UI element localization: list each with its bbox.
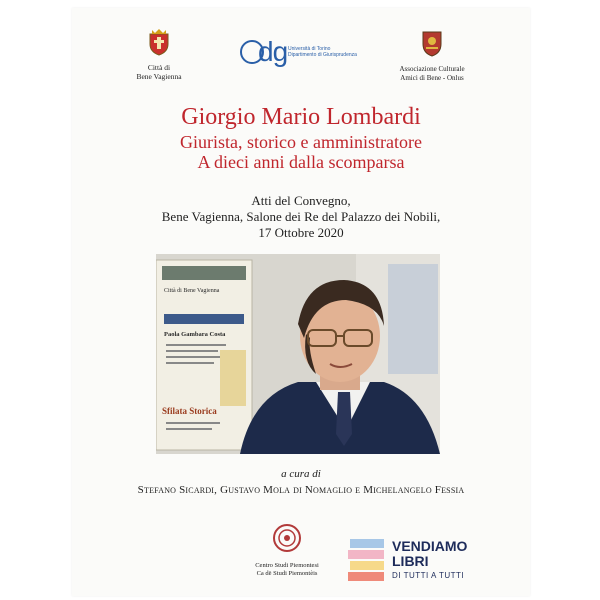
- unito-line2: Dipartimento di Giurisprudenza: [288, 52, 357, 58]
- acts-line-3: 17 Ottobre 2020: [258, 225, 344, 240]
- book-title: Giorgio Mario Lombardi: [181, 104, 421, 130]
- city-line2: Bene Vagienna: [136, 72, 182, 81]
- poster-line-3: Sfilata Storica: [162, 406, 217, 416]
- unito-line1: Università di Torino: [288, 46, 331, 52]
- books-stack-icon: [348, 537, 386, 583]
- centro-studi-logo: [222, 523, 352, 578]
- curated-by: a cura di: [281, 468, 321, 480]
- watermark-line2: LIBRI: [392, 553, 429, 569]
- watermark-line3: DI TUTTI A TUTTI: [392, 571, 465, 580]
- poster-line-2: Paola Gambara Costa: [164, 331, 226, 338]
- event-poster: [156, 260, 252, 450]
- association-crest-icon: [420, 28, 444, 58]
- unito-text: [288, 46, 378, 58]
- association-line1: Associazione Culturale: [399, 65, 465, 73]
- authors: Stefano Sicardi, Gustavo Mola di Nomaglio e Michelangelo Fessia: [137, 484, 465, 496]
- book-subtitle-2: A dieci anni dalla scomparsa: [197, 152, 405, 172]
- centro-line1: Centro Studi Piemontesi: [255, 562, 319, 569]
- acts-line-1: Atti del Convegno,: [251, 193, 351, 208]
- association-line2: Amici di Bene - Onlus: [400, 73, 464, 82]
- centro-line2: Ca dë Studi Piemontèis: [256, 570, 318, 577]
- centro-emblem-icon: [272, 523, 302, 553]
- book-cover: [72, 8, 530, 596]
- acts-line-2: Bene Vagienna, Salone dei Re del Palazzo dei Nobili,: [161, 209, 441, 224]
- amici-di-bene-logo: [372, 28, 492, 82]
- vendiamo-libri-watermark: [348, 535, 528, 595]
- dg-mark: dg: [258, 36, 288, 67]
- watermark-line1: VENDIAMO: [392, 538, 468, 554]
- book-subtitle-1: Giurista, storico e amministratore: [180, 132, 422, 152]
- cover-photo: [156, 254, 440, 454]
- poster-line-1: Città di Bene Vagienna: [164, 288, 220, 294]
- unito-dg-logo: [240, 36, 380, 76]
- city-line1: Città di: [147, 63, 171, 72]
- city-crest-icon: [148, 28, 170, 56]
- bene-vagienna-logo: [114, 28, 204, 81]
